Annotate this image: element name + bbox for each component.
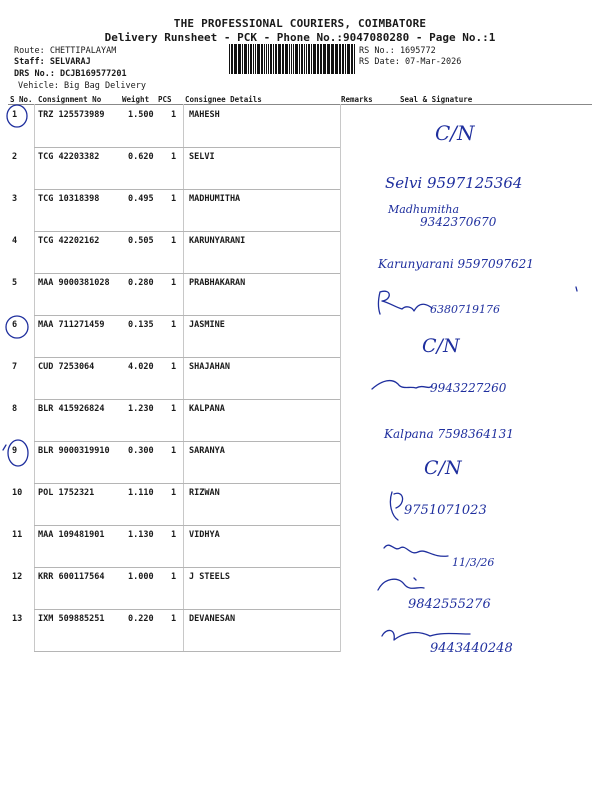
row-weight: 0.280	[128, 278, 154, 288]
row-consignee: MAHESH	[189, 110, 220, 120]
row-consignment: TCG 42203382	[38, 152, 100, 162]
row-consignee: SARANYA	[189, 446, 225, 456]
signature-row-13	[382, 630, 470, 640]
row-weight: 1.000	[128, 572, 154, 582]
signature-row-11	[384, 545, 448, 556]
row-pcs: 1	[171, 320, 177, 330]
rs-number: RS No.: 1695772	[359, 46, 436, 56]
column-header-pcs: PCS	[158, 95, 172, 104]
row-sno: 5	[12, 278, 18, 288]
row-pcs: 1	[171, 362, 177, 372]
handwritten-row-6: C/N	[422, 335, 460, 357]
row-consignment: CUD 7253064	[38, 362, 95, 372]
handwritten-row-7: 9943227260	[430, 381, 507, 395]
row-weight: 4.020	[128, 362, 154, 372]
signature-row-10	[390, 492, 402, 520]
row-weight: 1.110	[128, 488, 154, 498]
handwritten-row-12: 9842555276	[408, 597, 491, 612]
row-weight: 0.620	[128, 152, 154, 162]
row-consignee: JASMINE	[189, 320, 225, 330]
row-consignee: J STEELS	[189, 572, 230, 582]
handwritten-row-9: C/N	[424, 457, 462, 479]
row-sno: 6	[12, 320, 18, 330]
row-sno: 2	[12, 152, 18, 162]
row-consignment: IXM 509885251	[38, 614, 105, 624]
handwritten-row-2: Selvi 9597125364	[385, 174, 523, 192]
row-pcs: 1	[171, 446, 177, 456]
ink-tick	[576, 287, 577, 291]
row-consignee: RIZWAN	[189, 488, 220, 498]
row-sno: 12	[12, 572, 23, 582]
handwritten-row-4: Karunyarani 9597097621	[378, 257, 534, 271]
row-consignment: MAA 109481901	[38, 530, 105, 540]
signature-row-12	[378, 578, 424, 590]
row-sno: 9	[12, 446, 18, 456]
row-consignment: TCG 42202162	[38, 236, 100, 246]
column-header-seal: Seal & Signature	[400, 95, 473, 104]
row-weight: 0.300	[128, 446, 154, 456]
column-header-remarks: Remarks	[341, 95, 373, 104]
row-pcs: 1	[171, 236, 177, 246]
row-consignment: BLR 9000319910	[38, 446, 110, 456]
row-weight: 1.230	[128, 404, 154, 414]
row-pcs: 1	[171, 194, 177, 204]
row-weight: 0.505	[128, 236, 154, 246]
signature-row-7	[372, 381, 432, 389]
circle-mark-row-6	[6, 316, 28, 338]
route-label: Route: CHETTIPALAYAM	[14, 46, 117, 56]
row-sno: 7	[12, 362, 18, 372]
circle-mark-row-1	[7, 105, 27, 127]
handwritten-row-11: 11/3/26	[452, 556, 495, 569]
row-sno: 13	[12, 614, 23, 624]
drs-number: DRS No.: DCJB169577201	[14, 69, 127, 79]
row-sno: 10	[12, 488, 23, 498]
document-title: THE PROFESSIONAL COURIERS, COIMBATORE	[173, 17, 427, 30]
column-header-consignee: Consignee Details	[185, 95, 262, 104]
handwritten-row-13: 9443440248	[430, 641, 513, 656]
handwritten-row-8: Kalpana 7598364131	[384, 427, 514, 441]
row-consignee: PRABHAKARAN	[189, 278, 246, 288]
row-sno: 8	[12, 404, 18, 414]
handwritten-row-10: 9751071023	[404, 503, 487, 518]
row-weight: 0.495	[128, 194, 154, 204]
row-weight: 1.500	[128, 110, 154, 120]
column-header-sno: S No.	[10, 95, 33, 104]
row-pcs: 1	[171, 530, 177, 540]
signature-row-5	[379, 291, 433, 314]
row-sno: 3	[12, 194, 18, 204]
handwritten-row-5: 6380719176	[430, 303, 500, 316]
handwritten-row-3-phone: 9342370670	[420, 215, 497, 229]
row-pcs: 1	[171, 614, 177, 624]
ink-tick	[3, 445, 6, 450]
row-consignee: DEVANESAN	[189, 614, 236, 624]
row-sno: 1	[12, 110, 18, 120]
column-header-weight: Weight	[122, 95, 150, 104]
row-sno: 4	[12, 236, 18, 246]
row-consignee: MADHUMITHA	[189, 194, 241, 204]
row-consignment: MAA 711271459	[38, 320, 105, 330]
handwritten-row-1: C/N	[435, 121, 475, 145]
row-consignment: TCG 10318398	[38, 194, 100, 204]
row-consignment: TRZ 125573989	[38, 110, 105, 120]
row-pcs: 1	[171, 110, 177, 120]
row-pcs: 1	[171, 488, 177, 498]
handwritten-row-3-name: Madhumitha	[388, 203, 460, 216]
row-consignee: KALPANA	[189, 404, 225, 414]
row-consignment: KRR 600117564	[38, 572, 105, 582]
row-weight: 0.135	[128, 320, 154, 330]
row-consignee: SELVI	[189, 152, 215, 162]
row-consignment: BLR 415926824	[38, 404, 105, 414]
row-weight: 0.220	[128, 614, 154, 624]
row-consignee: KARUNYARANI	[189, 236, 246, 246]
row-pcs: 1	[171, 278, 177, 288]
row-sno: 11	[12, 530, 23, 540]
row-consignment: POL 1752321	[38, 488, 95, 498]
row-pcs: 1	[171, 152, 177, 162]
column-header-consignment: Consignment No	[38, 95, 102, 104]
row-consignee: SHAJAHAN	[189, 362, 230, 372]
row-consignment: MAA 9000381028	[38, 278, 110, 288]
circle-mark-row-9	[8, 440, 28, 466]
document-subtitle: Delivery Runsheet - PCK - Phone No.:9047080280 - Page No.:1	[104, 31, 496, 44]
row-pcs: 1	[171, 404, 177, 414]
row-consignee: VIDHYA	[189, 530, 220, 540]
rs-date: RS Date: 07-Mar-2026	[359, 57, 462, 67]
row-pcs: 1	[171, 572, 177, 582]
staff-label: Staff: SELVARAJ	[14, 57, 91, 67]
row-weight: 1.130	[128, 530, 154, 540]
vehicle-label: Vehicle: Big Bag Delivery	[18, 81, 146, 91]
